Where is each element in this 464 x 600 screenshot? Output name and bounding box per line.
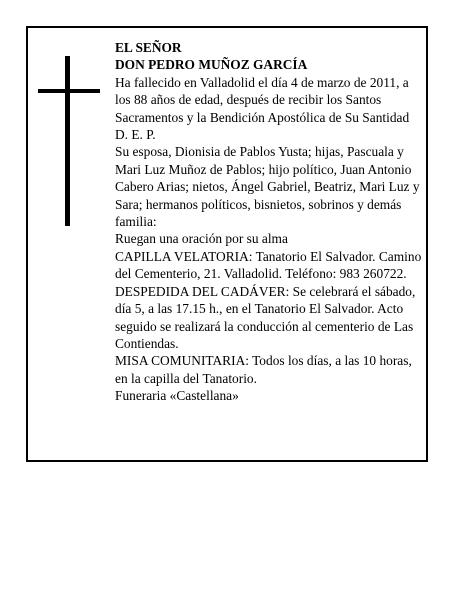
mass-info: MISA COMUNITARIA: Todos los días, a las 10 horas, en la capilla del Tanatorio. — [115, 353, 412, 386]
cross-horizontal-bar — [38, 89, 100, 93]
funeral-home: Funeraria «Castellana» — [115, 388, 239, 404]
deceased-name: DON PEDRO MUÑOZ GARCÍA — [115, 57, 308, 73]
cross-vertical-bar — [65, 56, 70, 226]
notice-text — [115, 39, 423, 405]
honorific: EL SEÑOR — [115, 40, 182, 55]
farewell-info: DESPEDIDA DEL CADÁVER: Se celebrará el sábado, día 5, a las 17.15 h., en el Tanatorio El Salvador. Acto seguido se realizará la conducción al cementerio de Las Contiendas. — [115, 283, 416, 351]
cross-icon — [38, 56, 100, 226]
family-list: Su esposa, Dionisia de Pablos Yusta; hijas, Pascuala y Mari Luz Muñoz de Pablos; hijo político, Juan Antonio Cabero Arias; nietos, Ángel Gabriel, Beatriz, Mari Luz y Sara; hermanos políticos, bisnietos, sobrinos y demás familia: — [115, 144, 420, 230]
death-statement: Ha fallecido en Valladolid el día 4 de marzo de 2011, a los 88 años de edad, después de recibir los Santos Sacramentos y la Bendición Apostólica de Su Santidad D. E. P. — [115, 74, 410, 143]
prayer-request: Ruegan una oración por su alma — [115, 231, 288, 247]
obituary-notice — [26, 26, 428, 462]
chapel-info: CAPILLA VELATORIA: Tanatorio El Salvador. Camino del Cementerio, 21. Valladolid. Teléfono: 983 260722. — [115, 248, 422, 282]
